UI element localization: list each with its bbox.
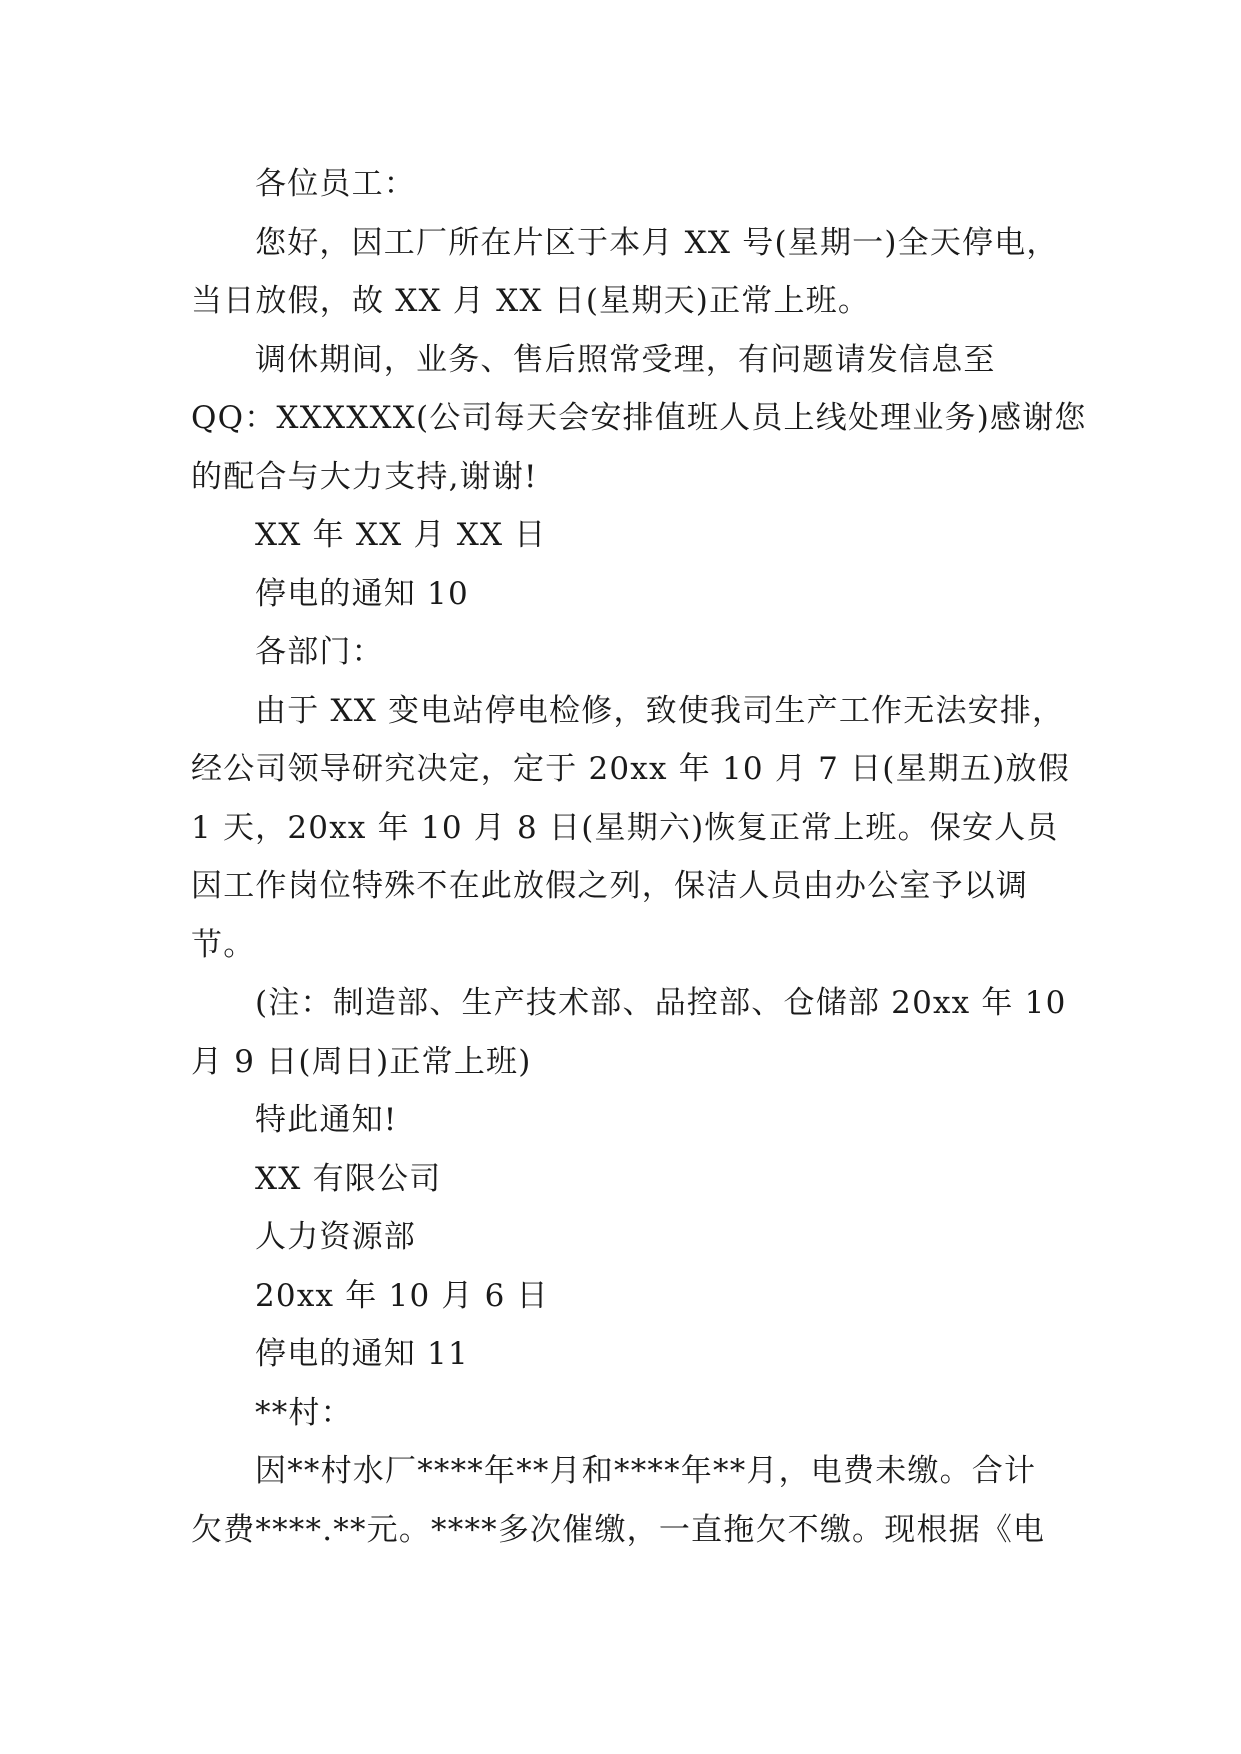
signature-department: 人力资源部 <box>255 1219 416 1255</box>
paragraph-line: 节。 <box>191 926 256 963</box>
note-line: 月 9 日(周日)正常上班) <box>191 1043 532 1080</box>
paragraph-line: 的配合与大力支持,谢谢! <box>191 458 538 495</box>
signature-company: XX 有限公司 <box>255 1160 442 1197</box>
greeting-line: 各位员工： <box>255 166 416 202</box>
paragraph-line: 调休期间，业务、售后照常受理，有问题请发信息至 <box>255 341 996 378</box>
paragraph-line: QQ：XXXXXX(公司每天会安排值班人员上线处理业务)感谢您 <box>191 400 1087 436</box>
section-heading: 停电的通知 11 <box>255 1336 469 1372</box>
closing-line: 特此通知! <box>255 1102 398 1138</box>
section-heading: 停电的通知 10 <box>255 575 469 612</box>
date-line: XX 年 XX 月 XX 日 <box>255 517 547 553</box>
note-line: (注：制造部、生产技术部、品控部、仓储部 20xx 年 10 <box>255 985 1067 1021</box>
paragraph-line: 您好，因工厂所在片区于本月 XX 号(星期一)全天停电， <box>255 224 1059 261</box>
paragraph-line: 因**村水厂****年**月和****年**月，电费未缴。合计 <box>255 1453 1037 1489</box>
paragraph-line: 因工作岗位特殊不在此放假之列，保洁人员由办公室予以调 <box>191 868 1029 904</box>
paragraph-line: 1 天，20xx 年 10 月 8 日(星期六)恢复正常上班。保安人员 <box>191 809 1059 846</box>
greeting-line: 各部门： <box>255 634 384 670</box>
paragraph-line: 欠费****.**元。****多次催缴，一直拖欠不缴。现根据《电 <box>191 1511 1046 1548</box>
greeting-line: **村： <box>255 1394 353 1431</box>
paragraph-line: 当日放假，故 XX 月 XX 日(星期天)正常上班。 <box>191 283 871 319</box>
document-body <box>191 155 1087 1559</box>
paragraph-line: 由于 XX 变电站停电检修，致使我司生产工作无法安排， <box>255 692 1065 729</box>
date-line: 20xx 年 10 月 6 日 <box>255 1277 549 1314</box>
paragraph-line: 经公司领导研究决定，定于 20xx 年 10 月 7 日(星期五)放假 <box>191 751 1070 787</box>
